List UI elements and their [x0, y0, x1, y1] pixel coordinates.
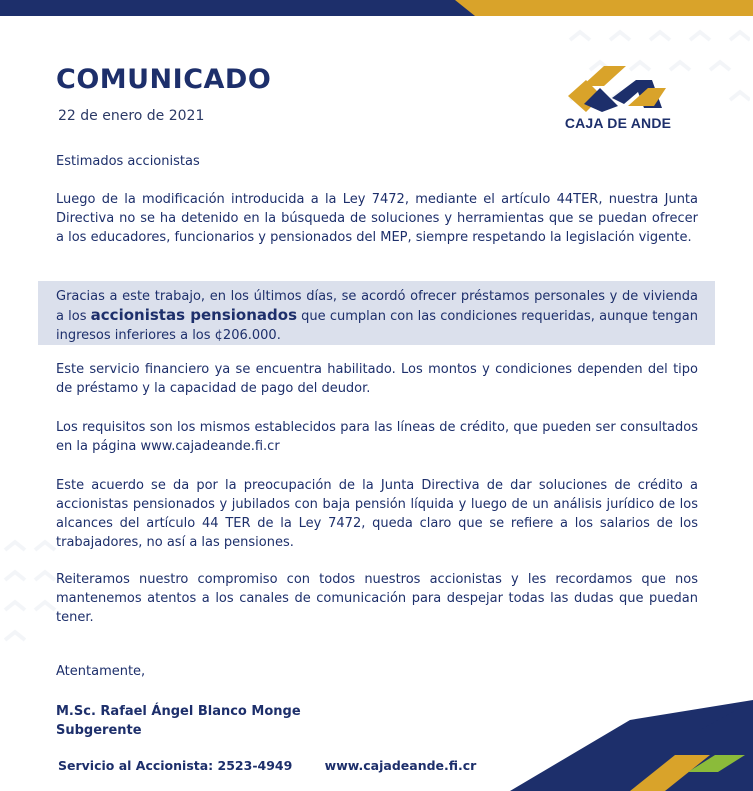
paragraph-6: Reiteramos nuestro compromiso con todos nuestros accionistas y les recordamos que nos mantenemos atentos a los canales de comunicación para despejar todas las dudas que puedan tener.: [56, 572, 698, 625]
document-date: 22 de enero de 2021: [58, 108, 205, 124]
logo-text: CAJA DE ANDE: [564, 115, 672, 131]
footer-website: www.cajadeande.fi.cr: [324, 758, 477, 773]
closing: Atentamente,: [56, 664, 146, 679]
background-pattern-left: [0, 530, 60, 670]
service-phone: Servicio al Accionista: 2523-4949: [58, 758, 293, 773]
page-title: COMUNICADO: [56, 64, 272, 95]
paragraph-2-start: Gracias a este trabajo, en los últimos días, se acordó ofrecer préstamos personales y de vivienda a los: [56, 289, 698, 324]
paragraph-1: Luego de la modificación introducida a la Ley 7472, mediante el artícuIo 44TER, nuestra Junta Directiva no se ha detenido en la búsqueda de soluciones y herramientas que se puedan ofrecer a los educadores, funcionarios y pensionados del MEP, siempre respetando la legislación vigente.: [56, 192, 698, 245]
paragraph-2-end: que cumplan con las condiciones requeridas, aunque tengan ingresos inferiores a los ¢206.000.: [56, 309, 699, 343]
signatory-name: M.Sc. Rafael Ángel Blanco Monge: [56, 704, 301, 719]
footer: [58, 758, 476, 773]
paragraph-3: Este servicio financiero ya se encuentra habilitado. Los montos y condiciones dependen del tipo de préstamo y la capacidad de pago del deudor.: [56, 362, 698, 396]
top-stripe: [0, 0, 753, 16]
paragraph-2: [56, 287, 698, 345]
paragraph-4: Los requisitos son los mismos establecidos para las líneas de crédito, que pueden ser consultados en la página www.cajadeande.fi.cr: [56, 420, 698, 454]
corner-decoration: [500, 700, 753, 791]
signatory-role: Subgerente: [56, 723, 142, 738]
paragraph-2-emphasis: accionistas pensionados: [90, 306, 297, 324]
salutation: Estimados accionistas: [56, 154, 200, 169]
paragraph-5: Este acuerdo se da por la preocupación de la Junta Directiva de dar soluciones de crédito a accionistas pensionados y jubilados con baja pensión líquida y luego de un análisis jurídico de los alcances del artículo 44 TER de la Ley 7472, queda claro que se refiere a los salarios de los trabajadores, no así a las pensiones.: [56, 478, 698, 550]
